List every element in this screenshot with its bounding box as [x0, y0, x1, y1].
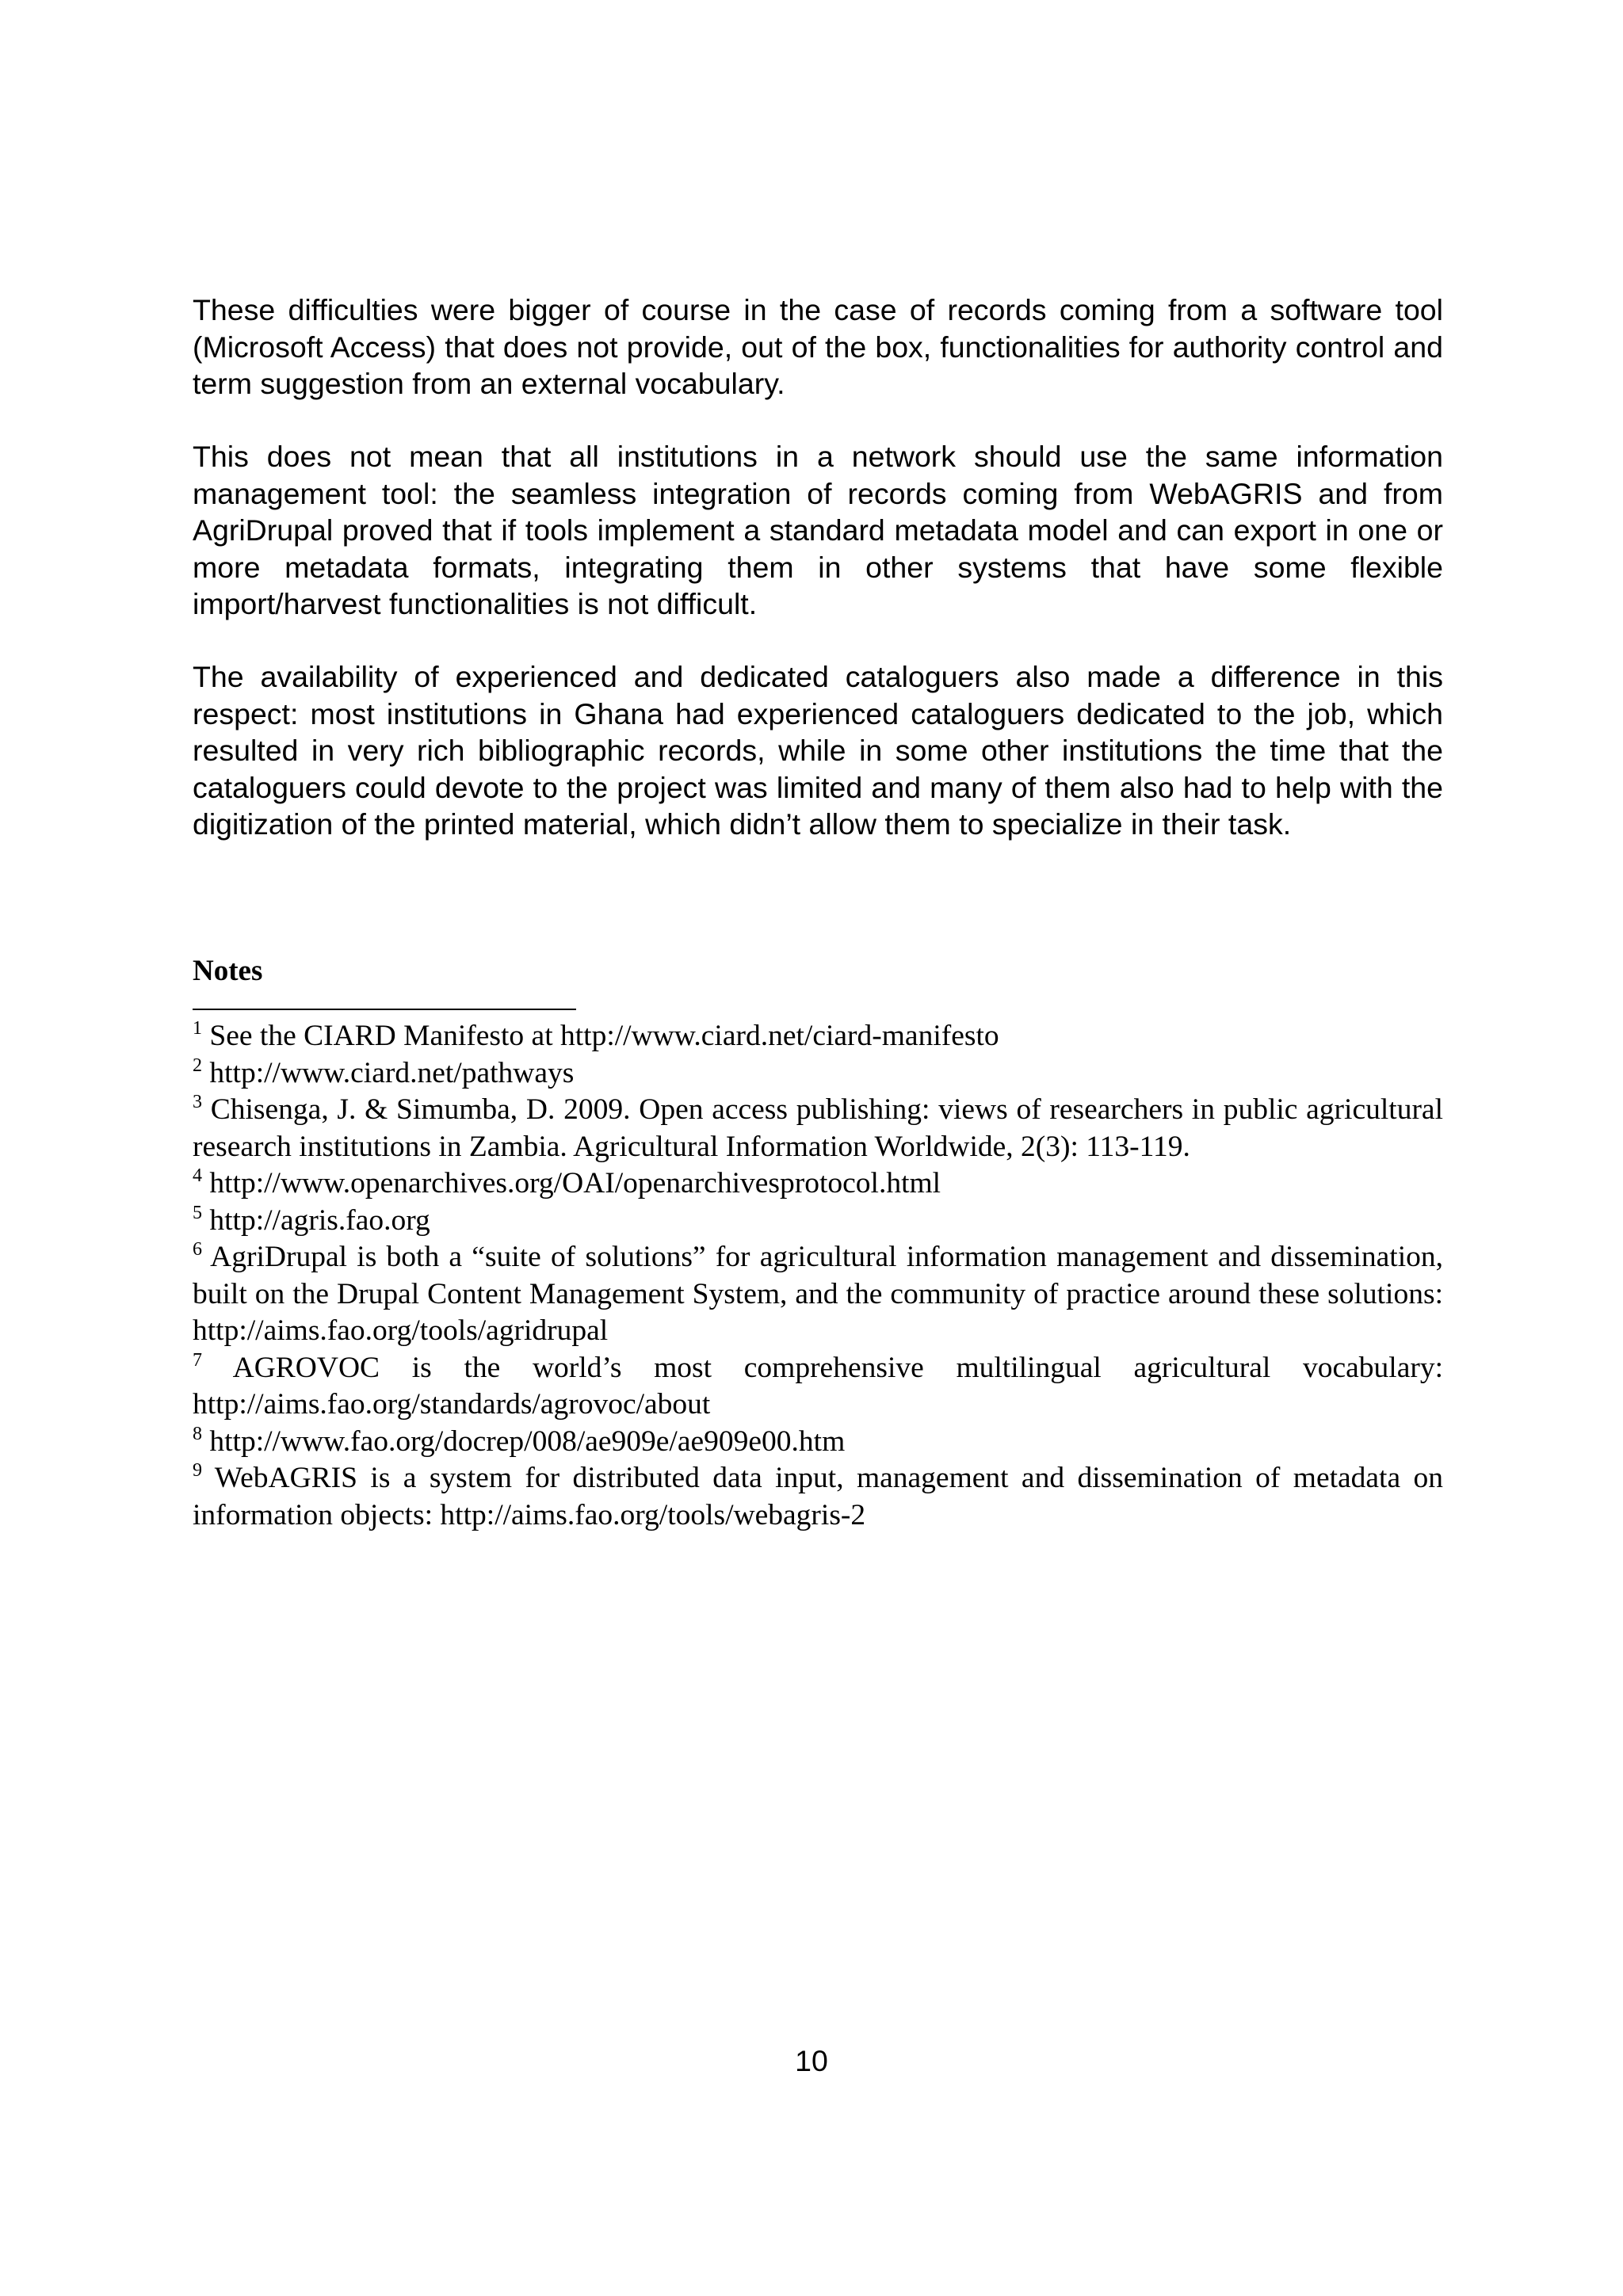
- footnote-item: [193, 1460, 1443, 1534]
- footnote-item: [193, 1055, 1443, 1093]
- footnote-item: [193, 1239, 1443, 1350]
- body-paragraph: The availability of experienced and dedicated cataloguers also made a difference in this respect: most institutions in Ghana had experienced cataloguers dedicated to the job, which resulted in very rich bibliographic records, while in some other institutions the time that the cataloguers could devote to the project was limited and many of them also had to help with the digitization of the printed material, which didn’t allow them to specialize in their task.: [193, 660, 1443, 841]
- footnote-text: http://www.ciard.net/pathways: [209, 1056, 575, 1089]
- footnote-text: http://www.fao.org/docrep/008/ae909e/ae909e00.htm: [209, 1425, 846, 1458]
- body-paragraph: These difficulties were bigger of course in the case of records coming from a software tool (Microsoft Access) that does not provide, out of the box, functionalities for authority control and term suggestion from an external vocabulary.: [193, 293, 1443, 400]
- footnote-number: 3: [193, 1092, 202, 1112]
- body-paragraph: This does not mean that all institutions in a network should use the same information management tool: the seamless integration of records coming from WebAGRIS and from AgriDrupal proved that if tools implement a standard metadata model and can export in one or more metadata formats, integrating them in other systems that have some flexible import/harvest functionalities is not difficult.: [193, 440, 1443, 620]
- footnote-number: 1: [193, 1018, 202, 1039]
- footnote-item: [193, 1203, 1443, 1240]
- footnote-separator: [193, 1009, 576, 1010]
- footnote-text: AGROVOC is the world’s most comprehensive multilingual agricultural vocabulary: http://aims.fao.org/standards/agrovoc/about: [193, 1351, 1443, 1421]
- footnote-number: 9: [193, 1460, 202, 1481]
- footnote-text: WebAGRIS is a system for distributed data input, management and dissemination of metadata on information objects: http://aims.fao.org/tools/webagris-2: [193, 1462, 1444, 1531]
- footnote-number: 8: [193, 1423, 202, 1444]
- footnote-number: 6: [193, 1239, 202, 1260]
- footnote-text: http://agris.fao.org: [209, 1203, 430, 1237]
- footnote-text: Chisenga, J. & Simumba, D. 2009. Open access publishing: views of researchers in public agricultural research institutions in Zambia. Agricultural Information Worldwide, 2(3): 113-119.: [193, 1093, 1443, 1163]
- notes-heading: Notes: [193, 955, 263, 987]
- footnote-item: [193, 1350, 1443, 1424]
- footnote-item: [193, 1092, 1443, 1165]
- footnote-item: [193, 1018, 1443, 1055]
- footnote-number: 7: [193, 1349, 202, 1371]
- footnote-number: 5: [193, 1202, 202, 1223]
- footnote-text: See the CIARD Manifesto at http://www.ciard.net/ciard-manifesto: [209, 1020, 999, 1052]
- footnote-text: AgriDrupal is both a “suite of solutions” for agricultural information management and dissemination, built on the Drupal Content Management System, and the community of practice around these solutions: http://aims.fao.org/tools/agridrupal: [193, 1241, 1443, 1347]
- footnote-text: http://www.openarchives.org/OAI/openarchivesprotocol.html: [209, 1167, 941, 1199]
- page-number: 10: [795, 2044, 828, 2077]
- footnote-list: [193, 1018, 1443, 1534]
- footnote-number: 4: [193, 1165, 202, 1186]
- footnote-item: [193, 1165, 1443, 1203]
- footnote-item: [193, 1424, 1443, 1461]
- footnote-number: 2: [193, 1055, 202, 1076]
